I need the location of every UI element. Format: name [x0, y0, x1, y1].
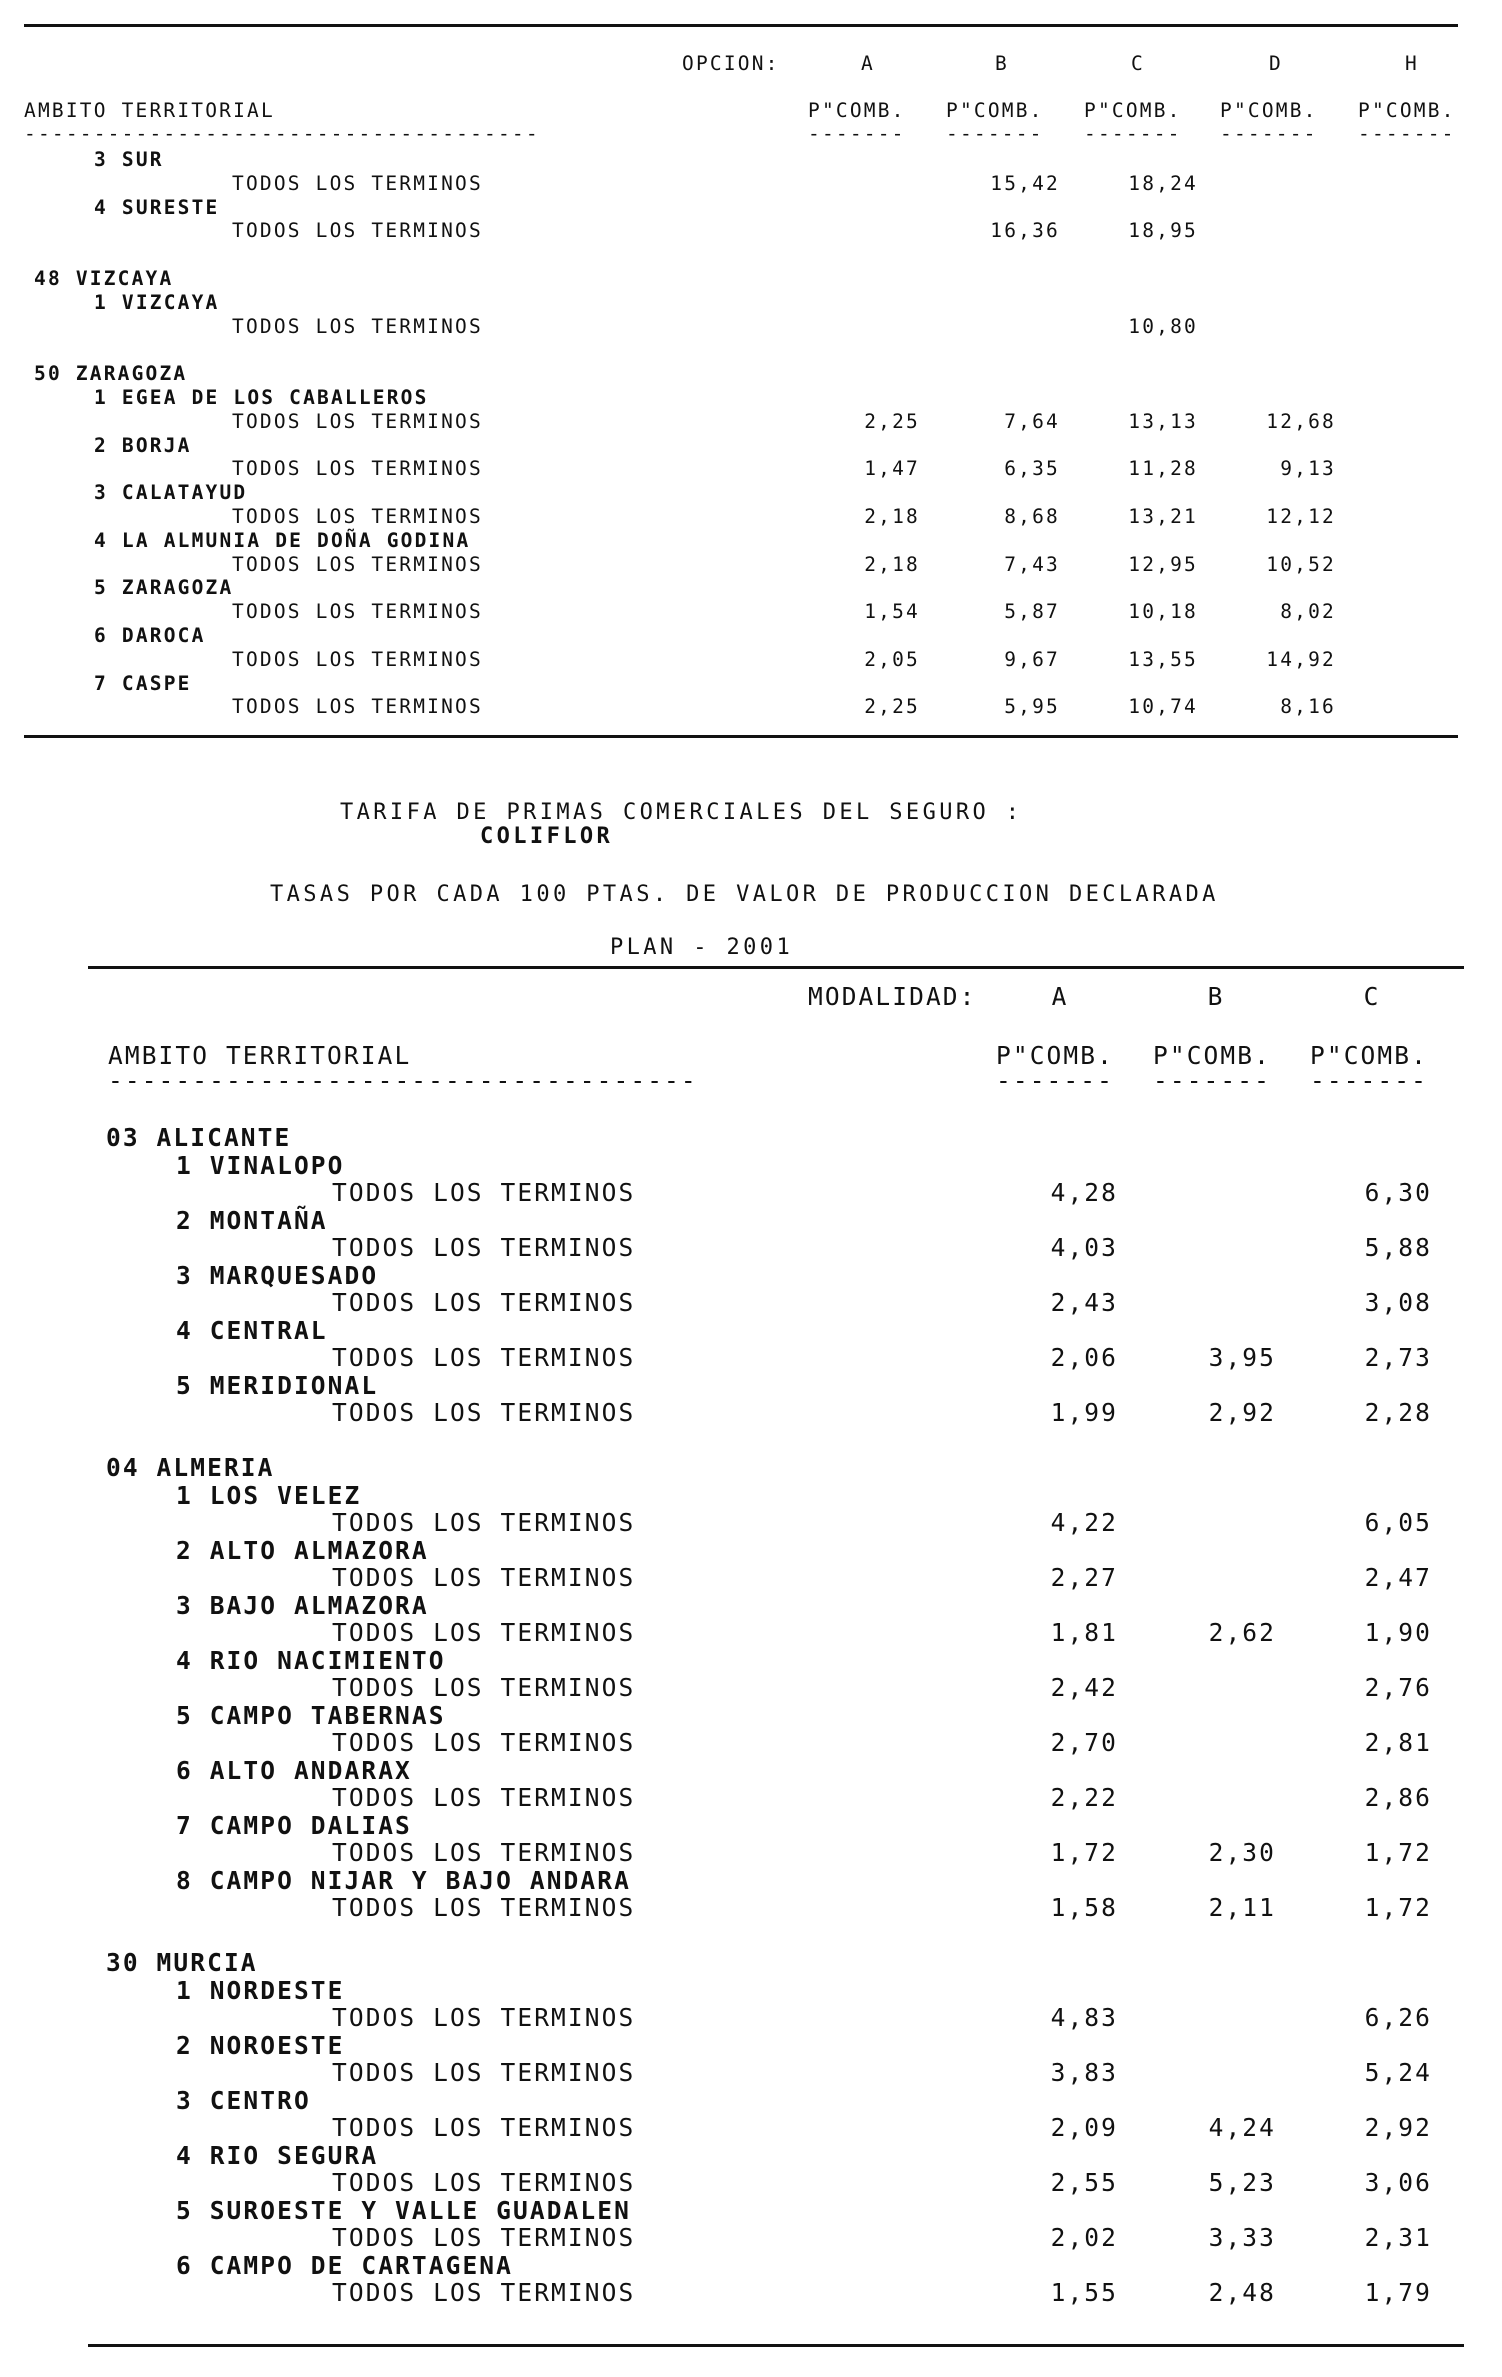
comarca-name: 5 SUROESTE Y VALLE GUADALEN	[176, 2195, 631, 2225]
col-underline-b: -------	[946, 122, 1044, 145]
termino-label: TODOS LOS TERMINOS	[232, 457, 483, 481]
termino-label: TODOS LOS TERMINOS	[232, 409, 483, 433]
rate-value: 2,81	[1364, 1728, 1432, 1757]
rate-value: 2,92	[1364, 2113, 1432, 2142]
col2-header-c: P"COMB.	[1310, 1041, 1428, 1070]
comarca-name: 6 ALTO ANDARAX	[176, 1755, 412, 1785]
termino-label: TODOS LOS TERMINOS	[332, 2003, 636, 2032]
rate-value: 2,18	[864, 552, 920, 576]
comarca-name: 1 VINALOPO	[176, 1150, 345, 1180]
col2-header-a: P"COMB.	[996, 1041, 1114, 1070]
comarca-name: 7 CAMPO DALIAS	[176, 1810, 412, 1840]
col-header-d: P"COMB.	[1220, 99, 1318, 122]
termino-label: TODOS LOS TERMINOS	[332, 1893, 636, 1922]
rate-value: 2,55	[1050, 2168, 1118, 2197]
rate-value: 6,26	[1364, 2003, 1432, 2032]
rate-value: 1,81	[1050, 1618, 1118, 1647]
comarca-name: 2 MONTAÑA	[176, 1205, 328, 1235]
rate-value: 8,68	[1004, 505, 1060, 528]
rate-value: 13,21	[1128, 505, 1198, 528]
rate-value: 2,02	[1050, 2223, 1118, 2252]
rate-value: 7,64	[1004, 409, 1060, 433]
termino-label: TODOS LOS TERMINOS	[232, 314, 483, 338]
termino-label: TODOS LOS TERMINOS	[332, 1343, 636, 1372]
rate-value: 2,28	[1364, 1398, 1432, 1427]
comarca-name: 1 EGEA DE LOS CABALLEROS	[94, 386, 429, 409]
rate-value: 2,18	[864, 505, 920, 528]
ambito-underline-2: -----------------------------------	[108, 1066, 698, 1095]
provincia-name: 50 ZARAGOZA	[34, 362, 188, 386]
modalidad-c: C	[1363, 982, 1381, 1011]
opcion-a: A	[861, 52, 875, 75]
rates-subtitle: TASAS POR CADA 100 PTAS. DE VALOR DE PRODUCCION DECLARADA	[270, 882, 1219, 907]
col-header-b: P"COMB.	[946, 99, 1044, 122]
rate-value: 1,79	[1364, 2278, 1432, 2307]
comarca-name: 7 CASPE	[94, 671, 192, 695]
opcion-d: D	[1269, 52, 1283, 75]
col-header-a: P"COMB.	[808, 99, 906, 122]
top-rule	[24, 24, 1458, 27]
comarca-name: 3 SUR	[94, 148, 164, 171]
termino-label: TODOS LOS TERMINOS	[332, 1673, 636, 1702]
section2-bottom-rule	[88, 2344, 1464, 2347]
rate-value: 2,22	[1050, 1783, 1118, 1812]
rate-value: 2,25	[864, 409, 920, 433]
comarca-name: 3 BAJO ALMAZORA	[176, 1590, 429, 1620]
termino-label: TODOS LOS TERMINOS	[232, 695, 483, 719]
section2-top-rule	[88, 966, 1464, 969]
termino-label: TODOS LOS TERMINOS	[332, 1288, 636, 1317]
comarca-name: 5 ZARAGOZA	[94, 576, 234, 600]
comarca-name: 5 CAMPO TABERNAS	[176, 1700, 446, 1730]
rate-value: 2,73	[1364, 1343, 1432, 1372]
col-underline-a: -------	[808, 122, 906, 145]
opcion-c: C	[1131, 52, 1145, 75]
comarca-name: 6 DAROCA	[94, 624, 206, 647]
comarca-name: 4 SURESTE	[94, 195, 220, 219]
termino-label: TODOS LOS TERMINOS	[332, 1398, 636, 1427]
comarca-name: 8 CAMPO NIJAR Y BAJO ANDARA	[176, 1865, 631, 1895]
rate-value: 2,25	[864, 695, 920, 719]
rate-value: 4,22	[1050, 1508, 1118, 1537]
provincia-name: 04 ALMERIA	[106, 1453, 275, 1482]
col2-header-b: P"COMB.	[1153, 1041, 1271, 1070]
rate-value: 2,86	[1364, 1783, 1432, 1812]
rate-value: 1,72	[1050, 1838, 1118, 1867]
termino-label: TODOS LOS TERMINOS	[332, 1178, 636, 1207]
comarca-name: 2 ALTO ALMAZORA	[176, 1535, 429, 1565]
rate-value: 10,18	[1128, 600, 1198, 624]
rate-value: 9,13	[1280, 457, 1336, 481]
provincia-name: 03 ALICANTE	[106, 1123, 292, 1152]
termino-label: TODOS LOS TERMINOS	[332, 1618, 636, 1647]
comarca-name: 4 LA ALMUNIA DE DOÑA GODINA	[94, 528, 471, 552]
col-header-h: P"COMB.	[1358, 99, 1456, 122]
rate-value: 4,24	[1208, 2113, 1276, 2142]
termino-label: TODOS LOS TERMINOS	[332, 2058, 636, 2087]
rate-value: 1,72	[1364, 1893, 1432, 1922]
termino-label: TODOS LOS TERMINOS	[232, 171, 483, 195]
rate-value: 2,27	[1050, 1563, 1118, 1592]
termino-label: TODOS LOS TERMINOS	[332, 1838, 636, 1867]
comarca-name: 4 RIO NACIMIENTO	[176, 1645, 446, 1675]
rate-value: 2,47	[1364, 1563, 1432, 1592]
ambito-underline: -------------------------------------	[24, 122, 540, 145]
termino-label: TODOS LOS TERMINOS	[332, 1563, 636, 1592]
col-underline-d: -------	[1220, 122, 1318, 145]
termino-label: TODOS LOS TERMINOS	[332, 2223, 636, 2252]
rate-value: 8,16	[1280, 695, 1336, 719]
comarca-name: 1 VIZCAYA	[94, 290, 220, 314]
modalidad-b: B	[1207, 982, 1225, 1011]
rate-value: 2,31	[1364, 2223, 1432, 2252]
rate-value: 13,55	[1128, 647, 1198, 671]
rate-value: 1,72	[1364, 1838, 1432, 1867]
termino-label: TODOS LOS TERMINOS	[232, 600, 483, 624]
rate-value: 5,23	[1208, 2168, 1276, 2197]
termino-label: TODOS LOS TERMINOS	[332, 2168, 636, 2197]
plan-label: PLAN - 2001	[610, 935, 794, 960]
modalidad-a: A	[1051, 982, 1069, 1011]
col-header-c: P"COMB.	[1084, 99, 1182, 122]
rate-value: 2,48	[1208, 2278, 1276, 2307]
rate-value: 15,42	[990, 171, 1060, 195]
rate-value: 2,70	[1050, 1728, 1118, 1757]
rate-value: 1,47	[864, 457, 920, 481]
rate-value: 6,35	[1004, 457, 1060, 481]
rate-value: 4,28	[1050, 1178, 1118, 1207]
rate-value: 6,05	[1364, 1508, 1432, 1537]
rate-value: 1,99	[1050, 1398, 1118, 1427]
rate-value: 14,92	[1266, 647, 1336, 671]
ambito-header-2: AMBITO TERRITORIAL	[108, 1041, 412, 1070]
rate-value: 2,09	[1050, 2113, 1118, 2142]
rate-value: 12,95	[1128, 552, 1198, 576]
rate-value: 10,80	[1128, 314, 1198, 338]
rate-value: 5,24	[1364, 2058, 1432, 2087]
rate-value: 3,08	[1364, 1288, 1432, 1317]
rate-value: 10,52	[1266, 552, 1336, 576]
ambito-header: AMBITO TERRITORIAL	[24, 99, 275, 122]
rate-value: 3,33	[1208, 2223, 1276, 2252]
col-underline-h: -------	[1358, 122, 1456, 145]
col2-underline-b: -------	[1153, 1066, 1271, 1095]
rate-value: 4,83	[1050, 2003, 1118, 2032]
rate-value: 2,76	[1364, 1673, 1432, 1702]
termino-label: TODOS LOS TERMINOS	[232, 552, 483, 576]
provincia-name: 48 VIZCAYA	[34, 267, 174, 290]
modalidad-label: MODALIDAD:	[808, 982, 977, 1011]
rate-value: 7,43	[1004, 552, 1060, 576]
rate-value: 2,92	[1208, 1398, 1276, 1427]
rate-value: 1,58	[1050, 1893, 1118, 1922]
rate-value: 3,06	[1364, 2168, 1432, 2197]
rate-value: 11,28	[1128, 457, 1198, 481]
termino-label: TODOS LOS TERMINOS	[332, 2113, 636, 2142]
rate-value: 1,54	[864, 600, 920, 624]
tariff-title: TARIFA DE PRIMAS COMERCIALES DEL SEGURO :	[340, 800, 1023, 825]
rate-value: 12,12	[1266, 505, 1336, 528]
comarca-name: 3 CENTRO	[176, 2085, 311, 2115]
comarca-name: 5 MERIDIONAL	[176, 1370, 379, 1400]
comarca-name: 3 CALATAYUD	[94, 481, 248, 505]
rate-value: 2,11	[1208, 1893, 1276, 1922]
termino-label: TODOS LOS TERMINOS	[332, 2278, 636, 2307]
termino-label: TODOS LOS TERMINOS	[332, 1728, 636, 1757]
rate-value: 5,88	[1364, 1233, 1432, 1262]
rate-value: 2,42	[1050, 1673, 1118, 1702]
rate-value: 12,68	[1266, 409, 1336, 433]
comarca-name: 4 RIO SEGURA	[176, 2140, 379, 2170]
rate-value: 2,05	[864, 647, 920, 671]
rate-value: 16,36	[990, 219, 1060, 243]
comarca-name: 6 CAMPO DE CARTAGENA	[176, 2250, 514, 2280]
rate-value: 3,83	[1050, 2058, 1118, 2087]
rate-value: 2,43	[1050, 1288, 1118, 1317]
col2-underline-c: -------	[1310, 1066, 1428, 1095]
termino-label: TODOS LOS TERMINOS	[232, 505, 483, 528]
termino-label: TODOS LOS TERMINOS	[332, 1233, 636, 1262]
rate-value: 4,03	[1050, 1233, 1118, 1262]
col2-underline-a: -------	[996, 1066, 1114, 1095]
termino-label: TODOS LOS TERMINOS	[332, 1783, 636, 1812]
opcion-h: H	[1405, 52, 1419, 75]
rate-value: 2,62	[1208, 1618, 1276, 1647]
rate-value: 5,95	[1004, 695, 1060, 719]
crop-name: COLIFLOR	[480, 824, 614, 849]
termino-label: TODOS LOS TERMINOS	[232, 647, 483, 671]
section1-bottom-rule	[24, 735, 1458, 738]
rate-value: 9,67	[1004, 647, 1060, 671]
termino-label: TODOS LOS TERMINOS	[232, 219, 483, 243]
comarca-name: 4 CENTRAL	[176, 1315, 328, 1345]
termino-label: TODOS LOS TERMINOS	[332, 1508, 636, 1537]
rate-value: 13,13	[1128, 409, 1198, 433]
rate-value: 10,74	[1128, 695, 1198, 719]
comarca-name: 1 NORDESTE	[176, 1975, 345, 2005]
col-underline-c: -------	[1084, 122, 1182, 145]
comarca-name: 2 BORJA	[94, 433, 192, 457]
comarca-name: 2 NOROESTE	[176, 2030, 345, 2060]
rate-value: 5,87	[1004, 600, 1060, 624]
provincia-name: 30 MURCIA	[106, 1948, 258, 1977]
rate-value: 3,95	[1208, 1343, 1276, 1372]
rate-value: 18,24	[1128, 171, 1198, 195]
comarca-name: 3 MARQUESADO	[176, 1260, 379, 1290]
rate-value: 1,90	[1364, 1618, 1432, 1647]
rate-value: 1,55	[1050, 2278, 1118, 2307]
rate-value: 2,30	[1208, 1838, 1276, 1867]
rate-value: 18,95	[1128, 219, 1198, 243]
comarca-name: 1 LOS VELEZ	[176, 1480, 362, 1510]
rate-value: 2,06	[1050, 1343, 1118, 1372]
rate-value: 6,30	[1364, 1178, 1432, 1207]
opcion-label: OPCION:	[682, 52, 780, 75]
opcion-b: B	[995, 52, 1009, 75]
rate-value: 8,02	[1280, 600, 1336, 624]
